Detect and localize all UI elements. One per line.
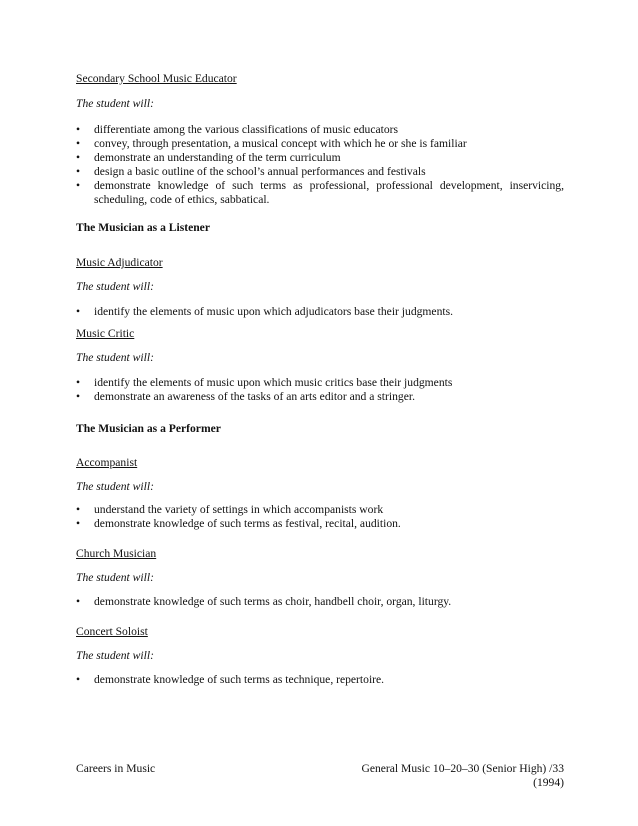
list-item xyxy=(76,390,564,404)
list-item-text: demonstrate knowledge of such terms as technique, repertoire. xyxy=(94,673,385,686)
bullet-icon: • xyxy=(76,390,81,403)
bullet-list-church-musician xyxy=(76,595,564,609)
bullet-icon: • xyxy=(76,151,81,164)
list-item xyxy=(76,179,564,207)
list-item xyxy=(76,503,564,517)
section-title-listener: The Musician as a Listener xyxy=(76,221,210,234)
list-item xyxy=(76,673,564,687)
bullet-icon: • xyxy=(76,503,81,516)
student-will-label: The student will: xyxy=(76,97,154,110)
list-item-text: identify the elements of music upon which music critics base their judgments xyxy=(94,376,453,389)
subsection-heading-concert-soloist: Concert Soloist xyxy=(76,625,148,638)
subsection-heading-church-musician: Church Musician xyxy=(76,547,157,560)
student-will-label: The student will: xyxy=(76,480,154,493)
student-will-label: The student will: xyxy=(76,571,154,584)
footer-course-info xyxy=(361,762,564,790)
student-will-label: The student will: xyxy=(76,351,154,364)
footer-course-line: General Music 10–20–30 (Senior High) /33 xyxy=(361,762,564,775)
list-item xyxy=(76,376,564,390)
subsection-heading-critic: Music Critic xyxy=(76,327,135,340)
footer-title: Careers in Music xyxy=(76,762,156,775)
list-item-text: differentiate among the various classifications of music educators xyxy=(94,123,399,136)
list-item xyxy=(76,123,564,137)
bullet-icon: • xyxy=(76,673,81,686)
student-will-label: The student will: xyxy=(76,280,154,293)
bullet-list-adjudicator xyxy=(76,305,564,319)
bullet-icon: • xyxy=(76,517,81,530)
list-item-text: convey, through presentation, a musical concept with which he or she is familiar xyxy=(94,137,467,150)
list-item-text: understand the variety of settings in which accompanists work xyxy=(94,503,384,516)
footer-year: (1994) xyxy=(533,776,564,789)
bullet-list-accompanist xyxy=(76,503,564,531)
bullet-icon: • xyxy=(76,305,81,318)
list-item-text: demonstrate an understanding of the term curriculum xyxy=(94,151,341,164)
section-heading-secondary-educator: Secondary School Music Educator xyxy=(76,72,237,85)
bullet-icon: • xyxy=(76,376,81,389)
list-item xyxy=(76,165,564,179)
bullet-list-critic xyxy=(76,376,564,404)
bullet-icon: • xyxy=(76,137,81,150)
list-item-text: demonstrate knowledge of such terms as festival, recital, audition. xyxy=(94,517,401,530)
list-item-text: design a basic outline of the school’s annual performances and festivals xyxy=(94,165,426,178)
bullet-icon: • xyxy=(76,165,81,178)
student-will-label: The student will: xyxy=(76,649,154,662)
list-item-text: demonstrate knowledge of such terms as professional, professional development, inservicing, scheduling, code of ethics, sabbatical. xyxy=(94,179,564,206)
section-title-performer: The Musician as a Performer xyxy=(76,422,221,435)
list-item-text: demonstrate an awareness of the tasks of an arts editor and a stringer. xyxy=(94,390,415,403)
bullet-icon: • xyxy=(76,179,81,192)
bullet-icon: • xyxy=(76,123,81,136)
list-item xyxy=(76,305,564,319)
list-item xyxy=(76,151,564,165)
list-item xyxy=(76,137,564,151)
bullet-list-concert-soloist xyxy=(76,673,564,687)
list-item-text: identify the elements of music upon which adjudicators base their judgments. xyxy=(94,305,453,318)
bullet-icon: • xyxy=(76,595,81,608)
subsection-heading-accompanist: Accompanist xyxy=(76,456,138,469)
bullet-list-secondary-educator xyxy=(76,123,564,207)
list-item xyxy=(76,517,564,531)
subsection-heading-adjudicator: Music Adjudicator xyxy=(76,256,163,269)
list-item-text: demonstrate knowledge of such terms as choir, handbell choir, organ, liturgy. xyxy=(94,595,452,608)
list-item xyxy=(76,595,564,609)
